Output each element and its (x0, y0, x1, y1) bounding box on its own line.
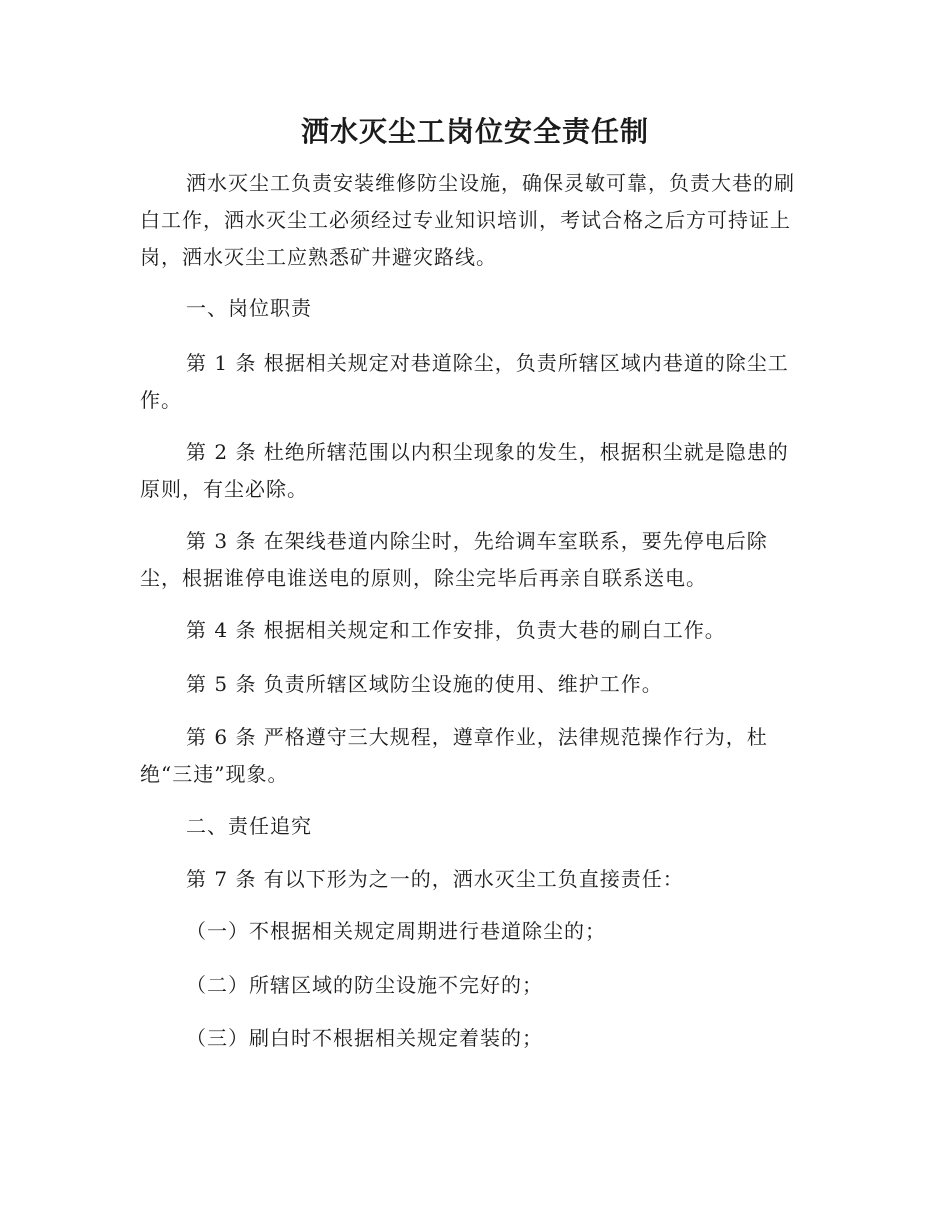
clause-2: （二）所辖区域的防尘设施不完好的； (186, 973, 543, 997)
article-3: 第 3 条 在架线巷道内除尘时，先给调车室联系，要先停电后除尘，根据谁停电谁送电的原则，除尘完毕后再亲自联系送电。 (140, 529, 768, 590)
article-4: 第 4 条 根据相关规定和工作安排，负责大巷的刷白工作。 (186, 618, 726, 642)
article-5: 第 5 条 负责所辖区域防尘设施的使用、维护工作。 (186, 672, 663, 696)
intro-paragraph: 洒水灭尘工负责安装维修防尘设施，确保灵敏可靠，负责大巷的刷白工作，洒水灭尘工必须经过专业知识培训，考试合格之后方可持证上岗，洒水灭尘工应熟悉矿井避灾路线。 (140, 171, 795, 269)
section-heading-accountability: 二、责任追究 (186, 814, 312, 838)
article-1: 第 1 条 根据相关规定对巷道除尘，负责所辖区域内巷道的除尘工作。 (140, 351, 789, 412)
document-title: 洒水灭尘工岗位安全责任制 (300, 115, 649, 148)
article-7: 第 7 条 有以下形为之一的，洒水灭尘工负直接责任： (186, 867, 684, 891)
clause-3: （三）刷白时不根据相关规定着装的； (186, 1026, 543, 1050)
article-2: 第 2 条 杜绝所辖范围以内积尘现象的发生，根据积尘就是隐患的原则，有尘必除。 (140, 440, 789, 501)
clause-1: （一）不根据相关规定周期进行巷道除尘的； (186, 919, 606, 943)
section-heading-duties: 一、岗位职责 (186, 296, 312, 320)
article-6: 第 6 条 严格遵守三大规程，遵章作业，法律规范操作行为，杜绝“三违”现象。 (140, 725, 768, 786)
